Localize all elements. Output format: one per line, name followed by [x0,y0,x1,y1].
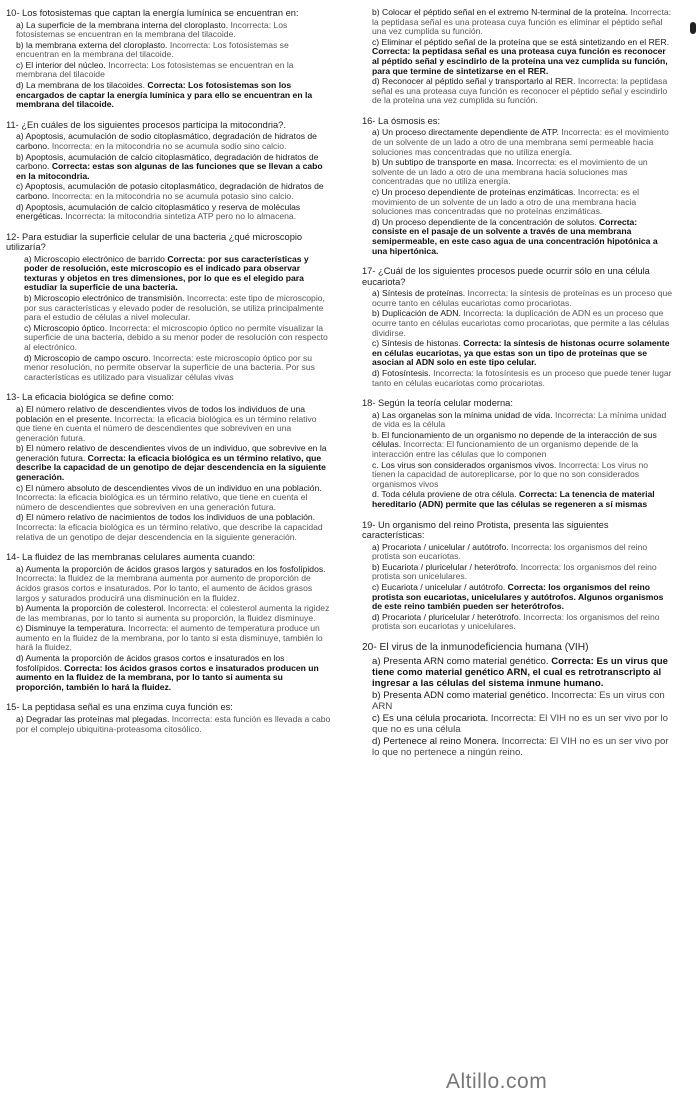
option-feedback: Incorrecta: la fluidez de la membrana aumenta por aumento de proporción de ácidos grasos cortos e insaturados. Por lo tanto, el aumento de ácidos grasos largos y saturados producirá una disminución en la fluidez. [16,573,313,603]
option-text: b) Presenta ADN como material genético. [372,689,549,701]
option-feedback: Incorrecta: esta función es llevada a cabo por el complejo ubiquitina-proteasoma citosólico. [16,713,331,734]
correct-answer-feedback: Correcta: los ácidos grasos cortos e insaturados producen un aumento en la fluidez de la membrana, por lo tanto si aumenta su proporción, también lo hará la fluidez. [16,662,319,692]
option-text: b) la membrana externa del cloroplasto. [16,39,168,50]
answer-option [362,8,672,37]
option-feedback: Incorrecta: la peptidasa señal es una proteasa cuya función es reconocer el péptido señal y escindirlo de la proteína una vez cumplida su función. [372,76,668,106]
option-text: a) Presenta ARN como material genético. [372,655,549,667]
answer-option [362,128,672,157]
answer-option [6,61,332,80]
question-title: 16- La ósmosis es: [362,115,441,126]
option-text: a) Síntesis de proteínas. [372,288,466,299]
question-title: 19- Un organismo del reino Protista, presenta las siguientes características: [362,519,609,541]
answer-option [6,203,332,222]
option-text: d. Toda célula proviene de otra célula. [372,489,517,500]
question-block [362,520,672,632]
option-text: b) Microscopio electrónico de transmisión. [24,293,185,304]
answer-option [6,132,332,151]
correct-answer-feedback: Correcta: Es un virus que tiene como material genético ARN, el cual es retrotranscripto al ingresar a las células del sistema inmune humano. [372,655,668,689]
question-block [6,120,332,222]
option-text: c) Síntesis de histonas. [372,338,461,349]
question-title: 20- El virus de la inmunodeficiencia humana (VIH) [362,641,589,653]
option-text: a) La superficie de la membrana interna del cloroplasto. [16,19,229,30]
correct-answer-feedback: Correcta: la peptidasa señal es una proteasa cuya función es reconocer al péptido señal y escindirlo de la proteína una vez cumplida su función, para que termine de sintetizarse en el RER. [372,46,668,76]
option-text: b) Un subtipo de transporte en masa. [372,157,514,168]
answer-option [362,713,672,735]
answer-option [6,153,332,182]
answer-option [362,188,672,217]
option-text: b. El funcionamiento de un organismo no depende de la interacción de sus células. [372,429,657,450]
answer-option [6,354,332,383]
option-feedback: Incorrecta: El VIH no es un ser vivo por lo que no es una célula [372,712,668,735]
correct-answer-feedback: Correcta: la síntesis de histonas ocurre solamente en células eucariotas, ya que estas son un tipo de proteínas que se asocian al ADN solo en este tipo celular. [372,338,670,368]
option-feedback: Incorrecta: la eficacia biológica es un término relativo, que tiene en cuenta el número de descendientes que sobreviven en una generación futura. [16,492,308,512]
question-title: 13- La eficacia biológica se define como: [6,392,174,403]
question-block [6,552,332,692]
answer-option [6,654,332,692]
question-block [362,398,672,509]
answer-option [362,411,672,430]
answer-option [6,604,332,623]
right-column [362,8,672,768]
question-block [6,392,332,542]
option-feedback: Incorrecta: Los fotosistemas se encuentran en la membrana del tilacoide. [16,39,289,60]
option-feedback: Incorrecta: el colesterol aumenta la rigidez de las membranas, por lo tanto si aumenta su proporción, la fluidez disminuye. [16,603,330,623]
question-block [362,642,672,758]
option-text: c) Es una célula procariota. [372,712,489,724]
question-title: 14- La fluidez de las membranas celulares aumenta cuando: [6,552,256,563]
option-feedback: Incorrecta: La mínima unidad de vida es la célula [372,409,667,430]
correct-answer-feedback: Correcta: por sus características y poder de resolución, este microscopio es el indicado para observar texturas y objetos en tres dimensiones, por lo que es el elegido para estudiar la superficie de una bacteria. [24,253,309,293]
answer-option [362,461,672,490]
option-feedback: Incorrecta: la mitocondria sintetiza ATP pero no lo almacena. [65,211,297,222]
option-feedback: Incorrecta: la duplicación de ADN es un proceso que ocurre tanto en células eucariotas como procariotas, que permite a las células dividirse. [372,308,670,338]
site-footer-logo: Altillo.com [446,1070,548,1093]
answer-option [6,255,332,293]
answer-option [6,182,332,201]
answer-option [362,613,672,632]
option-text: b) Eucariota / pluricelular / heterótrofo. [372,561,519,572]
question-block [362,116,672,256]
option-text: a) Un proceso directamente dependiente de ATP. [372,127,559,138]
answer-option [362,583,672,612]
option-feedback: Incorrecta: este microscopio óptico por su menor resolución, no permite observar la superficie de una bacteria. Por sus características es utilizado para visualizar células vivas [24,352,315,382]
answer-option [362,563,672,582]
option-text: c) Eucariota / unicelular / autótrofo. [372,581,506,592]
option-feedback: Incorrecta: El VIH no es un ser vivo por lo que no pertenece a ningún reino. [372,735,669,758]
option-text: c) Un proceso dependiente de proteínas enzimáticas. [372,187,576,197]
option-feedback: Incorrecta: es el movimiento de un solvente de un lado a otro de una membrana semi permeable hacia soluciones mas concentradas que no utiliza energía. [372,127,669,157]
option-text: d) Microscopio de campo oscuro. [24,352,151,363]
option-feedback: Incorrecta: el microscopio óptico no permite visualizar la superficie de una bacteria, debido a su menor poder de resolución con respecto al electrónico. [24,322,328,353]
answer-option [6,405,332,443]
option-text: d) Pertenece al reino Monera. [372,735,499,747]
answer-option [362,369,672,388]
option-feedback: Incorrecta: en la mitocondria no se acumula sodio sino calcio. [51,140,287,151]
option-feedback: Incorrecta: la eficacia biológica es un término relativo, que describe la capacidad relativa de un genotipo de dejar descendencia en la siguiente generación. [16,522,323,542]
option-text: d) La membrana de los tilacoides. [16,80,145,91]
option-text: b) Apoptosis, acumulación de calcio citoplasmático, degradación de hidratos de carbono. [16,151,319,172]
correct-answer-feedback: Correcta: consiste en el pasaje de un solvente a través de una membrana semipermeable, en este caso agua de una concentración hipotónica a una hipertónica. [372,216,658,256]
answer-option [6,41,332,60]
answer-option [6,513,332,542]
option-feedback: Incorrecta: Los fotosistemas se encuentran en la membrana del tilacoide. [16,19,288,40]
answer-option [362,656,672,689]
option-text: b) El número relativo de descendientes vivos de un individuo, que sobrevive en la generación futura. [16,443,327,463]
option-text: d) Fotosíntesis. [372,367,431,378]
option-feedback: Incorrecta: el aumento de temperatura produce un aumento en la fluidez de la membrana, por lo tanto si esta disminuye, también lo hará la fluidez. [16,623,323,653]
answer-option [6,484,332,513]
answer-option [6,565,332,603]
option-feedback: Incorrecta: la síntesis de proteínas es un proceso que ocurre tanto en células eucariotas como procariotas. [372,288,673,308]
question-title: 12- Para estudiar la superficie celular de una bacteria ¿qué microscopio utilizaría? [6,231,303,253]
answer-option [6,444,332,482]
answer-option [6,81,332,110]
answer-option [362,158,672,187]
answer-option [362,690,672,712]
option-text: d) Procariota / pluricelular / heterótrofo. [372,611,522,622]
question-title: 10- Los fotosistemas que captan la energía lumínica se encuentran en: [6,8,299,18]
option-text: b) Duplicación de ADN. [372,308,461,319]
option-text: d) Aumenta la proporción de ácidos grasos cortos e insaturados en los fosfolípidos. [16,653,285,673]
option-text: c) Eliminar el péptido señal de la proteína que se está sintetizando en el RER. [372,36,670,47]
answer-option [362,289,672,308]
option-text: a) Apoptosis, acumulación de sodio citoplasmático, degradación de hidratos de carbono. [16,131,317,151]
option-feedback: Incorrecta: los organismos del reino protista son eucariotas y unicelulares. [372,611,660,632]
answer-option [362,77,672,106]
left-column [6,8,332,744]
answer-option [362,218,672,256]
correct-answer-feedback: Correcta: la eficacia biológica es un término relativo, que describe la capacidad de un genotipo de dejar descendencia en la siguiente generación. [16,452,326,483]
answer-option [362,309,672,338]
answer-option [6,324,332,353]
option-text: a) Microscopio electrónico de barrido [24,253,165,264]
option-text: c) El interior del núcleo. [16,59,106,70]
option-text: b) Colocar el péptido señal en el extremo N-terminal de la proteína. [372,7,629,17]
answer-option [362,490,672,509]
question-title: 18- Según la teoría celular moderna: [362,398,513,409]
answer-option [6,294,332,323]
option-feedback: Incorrecta: Los virus no tienen la capacidad de autoreplicarse, por lo que no son considerados organismos vivos [372,459,649,489]
option-text: d) Reconocer al péptido señal y transportarlo al RER. [372,76,576,87]
answer-option [6,21,332,40]
answer-option [6,715,332,734]
option-text: c. Los virus son considerados organismos vivos. [372,459,557,470]
option-text: d) El número relativo de nacimientos de todos los individuos de una población. [16,512,316,523]
correct-answer-feedback: Correcta: estas son algunas de las funciones que se llevan a cabo en la mitocondria. [16,161,323,181]
option-feedback: Incorrecta: la peptidasa señal es una proteasa cuya función es eliminar el péptido señal una vez cumplida su función. [372,7,672,37]
option-text: c) Microscopio óptico. [24,322,108,333]
question-block [6,232,332,383]
option-feedback: Incorrecta: El funcionamiento de un organismo depende de la interacción entre las células que lo componen [372,439,639,459]
correct-answer-feedback: Correcta: Los fotosistemas son los encargados de captar la energía lumínica y para ello se encuentran en la membrana del tilacoide. [16,80,313,110]
answer-option [362,543,672,562]
question-title: 17- ¿Cuál de los siguientes procesos puede ocurrir sólo en una célula eucariota? [362,266,650,287]
option-text: a) Las organelas son la mínima unidad de vida. [372,409,553,420]
option-feedback: Incorrecta: los organismos del reino protista son unicelulares. [372,561,657,582]
option-text: c) Disminuye la temperatura. [16,623,126,634]
correct-answer-feedback: Correcta: los organismos del reino protista son eucariotas, unicelulares y autótrofos. Algunos organismos de este reino también pueden ser heterótrofos. [372,581,664,612]
option-text: c) El número absoluto de descendientes vivos de un individuo en una población. [16,482,322,493]
option-text: a) Procariota / unicelular / autótrofo. [372,541,509,552]
option-text: d) Apoptosis, acumulación de calcio citoplasmático y reserva de moléculas energéticas. [16,201,301,222]
answer-option [6,624,332,653]
option-text: a) El número relativo de descendientes vivos de todos los individuos de una población en el presente. [16,403,306,424]
question-title: 15- La peptidasa señal es una enzima cuya función es: [6,702,233,713]
option-feedback: Incorrecta: es el movimiento de un solvente de un lado a otro de una membrana hacia soluciones mas concentradas que no proteínas enzimáticas. [372,187,640,217]
answer-option [362,38,672,76]
correct-answer-feedback: Correcta: La tenencia de material hereditario (ADN) permite que las células se regeneren a sí mismas [372,489,655,509]
option-text: d) Un proceso dependiente de la concentración de solutos. [372,216,597,227]
question-block [6,702,332,734]
option-feedback: Incorrecta: en la mitocondria no se acumula potasio sino calcio. [51,190,294,201]
answer-option [362,736,672,758]
option-text: b) Aumenta la proporción de colesterol. [16,603,166,614]
question-block [6,8,332,110]
option-feedback: Incorrecta: Los fotosistemas se encuentran en la membrana del tilacoide [16,59,294,80]
option-feedback: Incorrecta: este tipo de microscopio, por sus características y elevado poder de resolución, se utiliza principalmente para el estudio de células a nivel molecular. [24,293,325,323]
question-block [362,266,672,388]
option-feedback: Incorrecta: los organismos del reino protista son eucariotas. [372,541,648,562]
option-text: a) Degradar las proteínas mal plegadas. [16,713,170,724]
answer-option [362,431,672,460]
option-feedback: Incorrecta: es el movimiento de un solvente de un lado a otro de una membrana hacia soluciones mas concentradas que no utiliza energía. [372,157,648,187]
option-text: a) Aumenta la proporción de ácidos grasos largos y saturados en los fosfolípidos. [16,563,326,574]
question-block [362,8,672,106]
answer-option [362,339,672,368]
question-title: 11- ¿En cuáles de los siguientes procesos participa la mitocondria?. [6,119,286,130]
option-feedback: Incorrecta: Es un virus con ARN [372,689,665,712]
option-feedback: Incorrecta: la fotosíntesis es un proceso que puede tener lugar tanto en células eucariotas como procariotas. [372,367,672,388]
option-feedback: Incorrecta: la eficacia biológica es un término relativo que tiene en cuenta el número de descendientes que sobreviven en una generación futura. [16,413,317,443]
option-text: c) Apoptosis, acumulación de potasio citoplasmático, degradación de hidratos de carbono. [16,181,324,201]
scroll-handle[interactable] [686,0,700,50]
